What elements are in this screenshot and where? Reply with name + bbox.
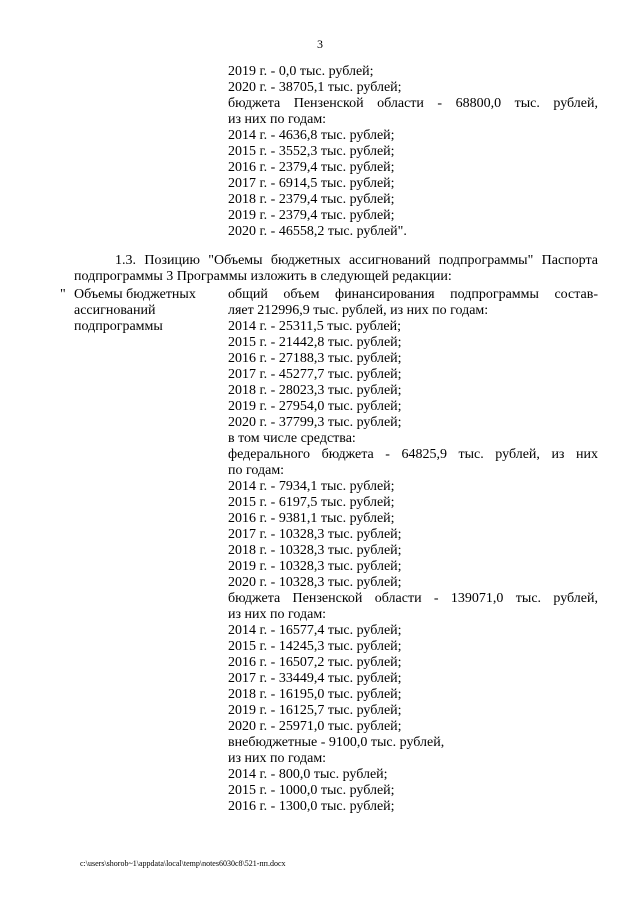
year-line: 2015 г. - 14245,3 тыс. рублей; (228, 639, 402, 654)
year-line: 2014 г. - 4636,8 тыс. рублей; (228, 128, 395, 143)
year-line: 2014 г. - 800,0 тыс. рублей; (228, 767, 388, 782)
footer-file-path: c:\users\shorob~1\appdata\local\temp\notes6030c8\521-пп.docx (80, 859, 286, 868)
year-line: 2017 г. - 33449,4 тыс. рублей; (228, 671, 402, 686)
year-line: 2016 г. - 16507,2 тыс. рублей; (228, 655, 402, 670)
table-label-cell (74, 287, 214, 335)
by-years-line: из них по годам: (228, 112, 327, 127)
year-line: 2017 г. - 10328,3 тыс. рублей; (228, 527, 402, 542)
label-line: ассигнований (74, 303, 156, 318)
regional-budget-line: бюджета Пензенской области - 139071,0 тыс. рублей, (228, 591, 598, 606)
year-line: 2017 г. - 45277,7 тыс. рублей; (228, 367, 402, 382)
year-line: 2016 г. - 9381,1 тыс. рублей; (228, 511, 395, 526)
year-line: 2020 г. - 38705,1 тыс. рублей; (228, 80, 402, 95)
year-line: 2019 г. - 27954,0 тыс. рублей; (228, 399, 402, 414)
year-line: 2015 г. - 3552,3 тыс. рублей; (228, 144, 395, 159)
by-years-line: по годам: (228, 463, 285, 478)
page-number: 3 (317, 37, 323, 51)
by-years-line: из них по годам: (228, 607, 327, 622)
total-funding-line: общий объем финансирования подпрограммы состав- (228, 287, 598, 302)
year-line: 2016 г. - 1300,0 тыс. рублей; (228, 799, 395, 814)
year-line: 2017 г. - 6914,5 тыс. рублей; (228, 176, 395, 191)
including-line: в том числе средства: (228, 431, 356, 446)
year-line: 2016 г. - 2379,4 тыс. рублей; (228, 160, 395, 175)
year-line: 2014 г. - 7934,1 тыс. рублей; (228, 479, 395, 494)
year-line: 2019 г. - 16125,7 тыс. рублей; (228, 703, 402, 718)
year-line: 2015 г. - 21442,8 тыс. рублей; (228, 335, 402, 350)
year-line: 2020 г. - 46558,2 тыс. рублей". (228, 224, 407, 239)
year-line: 2015 г. - 1000,0 тыс. рублей; (228, 783, 395, 798)
year-line: 2018 г. - 16195,0 тыс. рублей; (228, 687, 402, 702)
federal-budget-line: федерального бюджета - 64825,9 тыс. рублей, из них (228, 447, 598, 462)
year-line: 2014 г. - 25311,5 тыс. рублей; (228, 319, 402, 334)
by-years-line: из них по годам: (228, 751, 327, 766)
paragraph-line: подпрограммы 3 Программы изложить в следующей редакции: (74, 269, 452, 284)
year-line: 2018 г. - 10328,3 тыс. рублей; (228, 543, 402, 558)
extrabudget-line: внебюджетные - 9100,0 тыс. рублей, (228, 735, 445, 750)
year-line: 2015 г. - 6197,5 тыс. рублей; (228, 495, 395, 510)
year-line: 2019 г. - 0,0 тыс. рублей; (228, 64, 374, 79)
year-line: 2018 г. - 2379,4 тыс. рублей; (228, 192, 395, 207)
opening-quote: " (60, 287, 66, 302)
label-line: подпрограммы (74, 319, 163, 334)
year-line: 2019 г. - 10328,3 тыс. рублей; (228, 559, 402, 574)
year-line: 2020 г. - 10328,3 тыс. рублей; (228, 575, 402, 590)
year-line: 2018 г. - 28023,3 тыс. рублей; (228, 383, 402, 398)
year-line: 2019 г. - 2379,4 тыс. рублей; (228, 208, 395, 223)
year-line: 2020 г. - 25971,0 тыс. рублей; (228, 719, 402, 734)
year-line: 2014 г. - 16577,4 тыс. рублей; (228, 623, 402, 638)
amendment-paragraph (74, 253, 598, 285)
label-line: Объемы бюджетных (74, 287, 196, 302)
regional-budget-line: бюджета Пензенской области - 68800,0 тыс. рублей, (228, 96, 598, 111)
year-line: 2020 г. - 37799,3 тыс. рублей; (228, 415, 402, 430)
top-continuation-block (228, 64, 598, 240)
paragraph-line: 1.3. Позицию "Объемы бюджетных ассигнований подпрограммы" Паспорта (115, 253, 598, 268)
year-line: 2016 г. - 27188,3 тыс. рублей; (228, 351, 402, 366)
table-value-cell (228, 287, 598, 815)
total-funding-line: ляет 212996,9 тыс. рублей, из них по годам: (228, 303, 489, 318)
